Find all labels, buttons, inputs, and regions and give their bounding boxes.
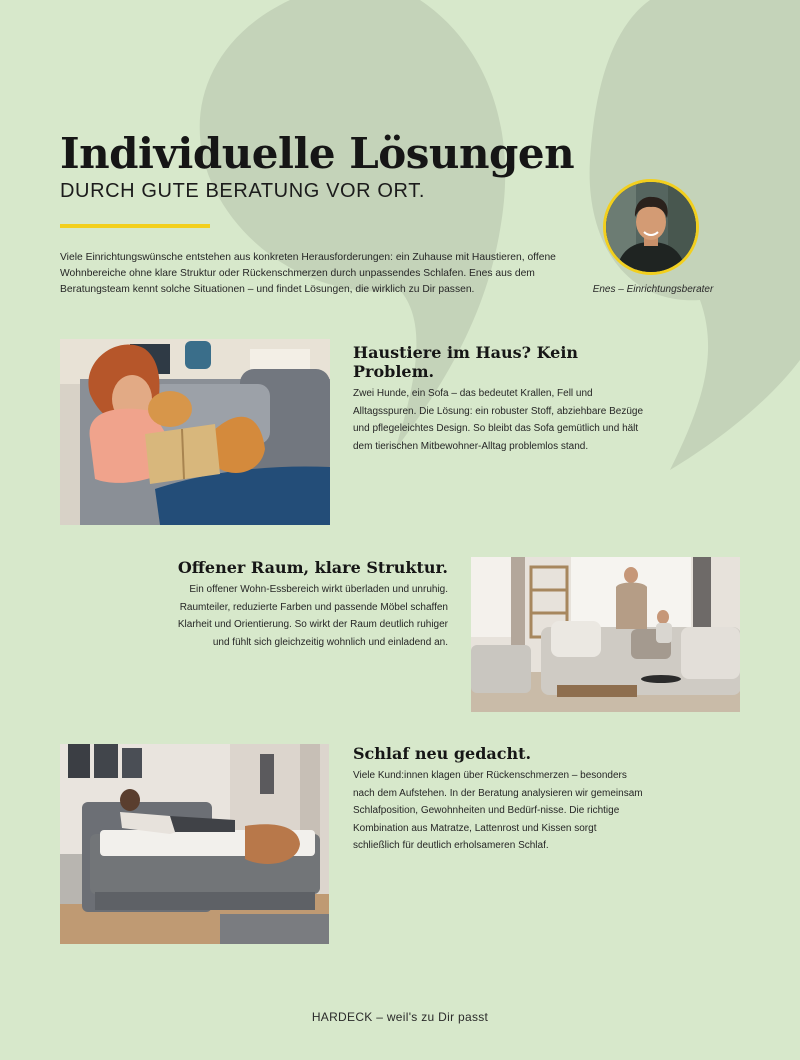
section-sleep: [353, 744, 643, 855]
section-open-space-heading: Offener Raum, klare Struktur.: [177, 558, 448, 577]
accent-rule: [60, 224, 210, 228]
advisor-avatar: [603, 179, 699, 275]
section-sleep-text: Viele Kund:innen klagen über Rückenschmerzen – besonders nach dem Aufstehen. In der Beratung analysieren wir gemeinsam Schlafposition, Gewohnheiten und Bedürf-nisse. Die richtige Kombination aus Matratze, Lattenrost und Kissen sorgt schließlich für deutlich erholsameren Schlaf.: [353, 770, 643, 851]
photo-open-living-room: [471, 557, 740, 712]
page-title: Individuelle Lösungen: [60, 129, 575, 178]
section-pets-heading: Haustiere im Haus? Kein Problem.: [353, 343, 579, 381]
advisor-caption: Enes – Einrichtungsberater: [592, 284, 714, 295]
photo-pets-sofa: [60, 339, 330, 525]
intro-text: Viele Einrichtungswünsche entstehen aus konkreten Herausforderungen: ein Zuhause mit Haustieren, offene Wohnbereiche ohne klare Struktur oder Rückenschmerzen durch unpassendes Schlafen. Enes aus dem Beratungsteam kennt solche Situationen – und findet Lösungen, die wirklich zu Dir passen.: [60, 252, 556, 295]
section-open-space: [163, 558, 448, 651]
section-open-space-text: Ein offener Wohn-Essbereich wirkt überladen und unruhig. Raumteiler, reduzierte Farben und passende Möbel schaffen Klarheit und Orientierung. So wirkt der Raum deutlich ruhiger und fühlt sich gleichzeitig wohnlich und einladend an.: [177, 584, 448, 648]
section-sleep-heading: Schlaf neu gedacht.: [353, 744, 532, 763]
photo-bedroom: [60, 744, 329, 944]
section-pets: [353, 343, 643, 455]
section-pets-text: Zwei Hunde, ein Sofa – das bedeutet Krallen, Fell und Alltagsspuren. Die Lösung: ein robuster Stoff, abziehbare Bezüge und pflegeleichtes Design. So bleibt das Sofa gemütlich und hält dem tierischen Mitbewohner-Alltag problemlos stand.: [353, 388, 643, 452]
footer-tagline: HARDECK – weil's zu Dir passt: [311, 1010, 489, 1024]
page-subtitle: DURCH GUTE BERATUNG VOR ORT.: [60, 180, 425, 202]
